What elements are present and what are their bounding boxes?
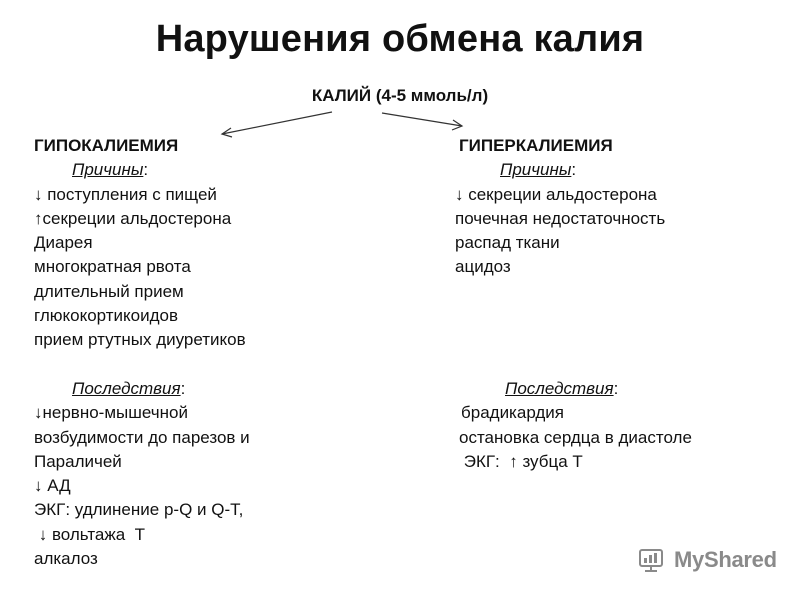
hypokalemia-causes-list — [34, 183, 444, 353]
hypokalemia-effects-label: Последствия: — [72, 378, 186, 398]
list-item: остановка сердца в диастоле — [459, 427, 692, 447]
hyperkalemia-causes-label: Причины: — [500, 160, 577, 180]
list-item: возбудимости до парезов и — [34, 427, 250, 447]
hypokalemia-causes-label: Причины: — [72, 160, 149, 180]
list-item: ↓ секреции альдостерона — [455, 184, 657, 204]
list-item: почечная недостаточность — [455, 208, 666, 228]
hypokalemia-effects-list — [34, 401, 444, 571]
watermark-text: MyShared — [674, 547, 777, 572]
list-item: многократная рвота — [34, 257, 191, 277]
hypokalemia-heading: ГИПОКАЛИЕМИЯ — [34, 136, 179, 155]
hyperkalemia-heading: ГИПЕРКАЛИЕМИЯ — [459, 136, 613, 155]
spacer — [455, 304, 785, 328]
spacer — [455, 353, 785, 377]
list-item: брадикардия — [461, 403, 565, 423]
subtitle-potassium-norm: КАЛИЙ (4-5 ммоль/л) — [311, 86, 489, 105]
myshared-logo-icon — [638, 547, 668, 573]
list-item: длительный прием — [34, 281, 184, 301]
list-item: ↓ вольтажа Т — [34, 524, 146, 544]
page-title: Нарушения обмена калия — [155, 18, 645, 60]
list-item: ↓нервно-мышечной — [34, 403, 188, 423]
list-item: Параличей — [34, 451, 122, 471]
list-item: глюкокортикоидов — [34, 306, 179, 326]
list-item: распад ткани — [455, 233, 560, 253]
hyperkalemia-effects-label: Последствия: — [505, 378, 619, 398]
arrow-to-hyperkalemia — [382, 113, 462, 126]
list-item: ↓ поступления с пищей — [34, 184, 217, 204]
list-item: ЭКГ: удлинение p-Q и Q-T, — [34, 500, 244, 520]
spacer — [34, 353, 444, 377]
spacer — [455, 328, 785, 352]
hypokalemia-column — [34, 134, 444, 571]
hyperkalemia-effects-list — [455, 401, 785, 474]
arrow-to-hypokalemia — [222, 112, 332, 134]
list-item: ↑секреции альдостерона — [34, 208, 232, 228]
list-item: ацидоз — [455, 257, 511, 277]
hyperkalemia-column — [455, 134, 785, 474]
spacer — [455, 280, 785, 304]
myshared-watermark — [638, 546, 777, 574]
list-item: ЭКГ: ↑ зубца Т — [459, 451, 583, 471]
list-item: ↓ АД — [34, 476, 71, 496]
hyperkalemia-causes-list — [455, 183, 785, 280]
list-item: прием ртутных диуретиков — [34, 330, 246, 350]
list-item: алкалоз — [34, 549, 98, 569]
list-item: Диарея — [34, 233, 93, 253]
